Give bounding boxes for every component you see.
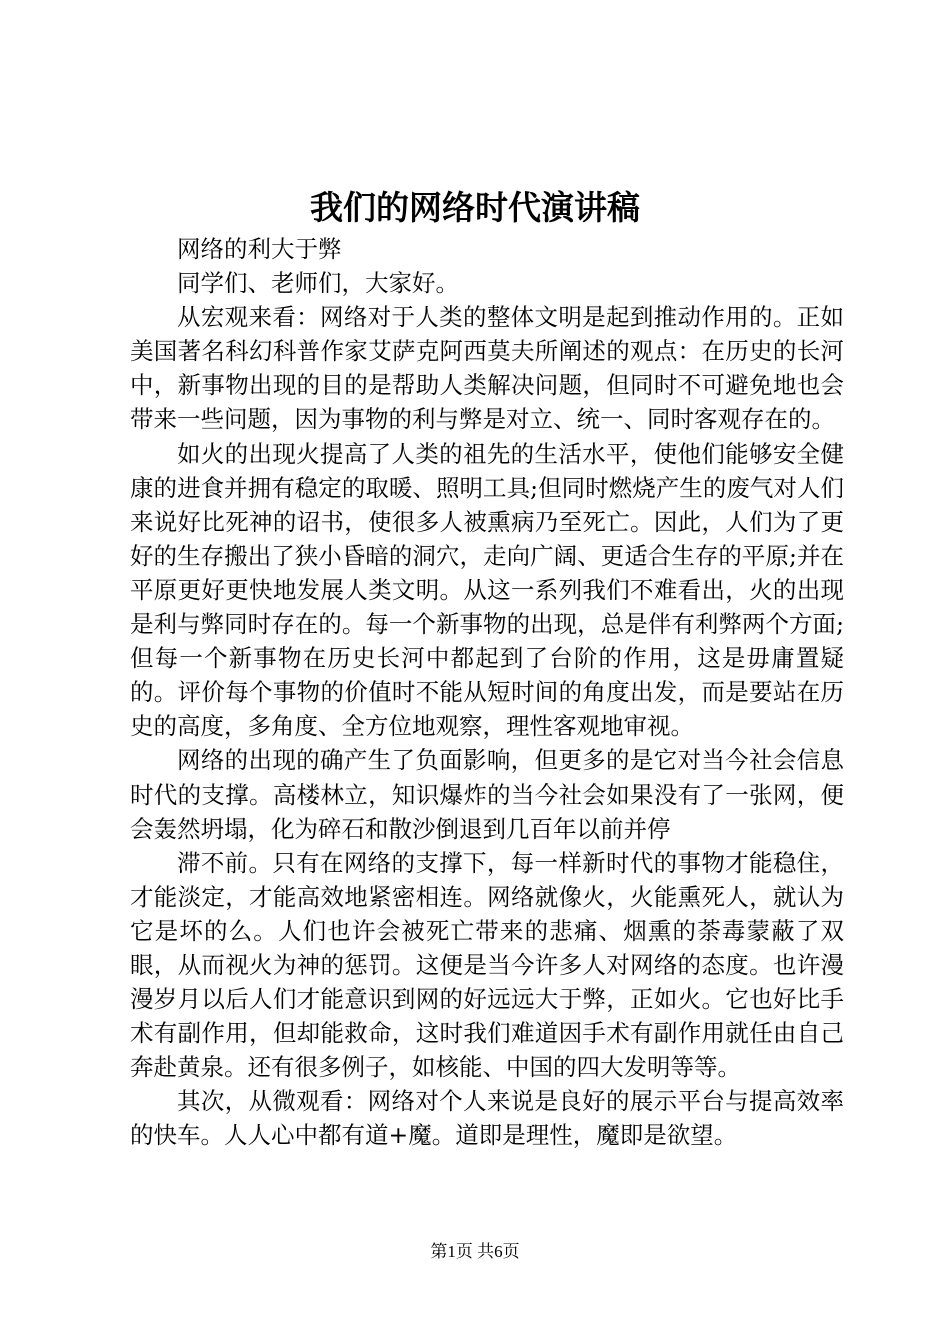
document-title: 我们的网络时代演讲稿 <box>310 188 640 227</box>
paragraph-greeting: 同学们、老师们，大家好。 <box>177 269 459 298</box>
page-footer: 第1页 共6页 <box>430 1242 520 1261</box>
paragraph-micro-view: 其次，从微观看：网络对个人来说是良好的展示平台与提高效率的快车。人人心中都有道+魔。道即是理性，魔即是欲望。 <box>130 1087 844 1150</box>
paragraph-fire-example: 如火的出现火提高了人类的祖先的生活水平，使他们能够安全健康的进食并拥有稳定的取暖、照明工具;但同时燃烧产生的废气对人们来说好比死神的诏书，使很多人被熏病乃至死亡。因此，人们为了更好的生存搬出了狭小昏暗的洞穴，走向广阔、更适合生存的平原;并在平原更好更快地发展人类文明。从这一系列我们不难看出，火的出现是利与弊同时存在的。每一个新事物的出现，总是伴有利弊两个方面;但每一个新事物在历史长河中都起到了台阶的作用，这是毋庸置疑的。评价每个事物的价值时不能从短时间的角度出发，而是要站在历史的高度，多角度、全方位地观察，理性客观地审视。 <box>130 439 844 741</box>
paragraph-network-impact: 网络的出现的确产生了负面影响，但更多的是它对当今社会信息时代的支撑。高楼林立，知识爆炸的当今社会如果没有了一张网，便会轰然坍塌，化为碎石和散沙倒退到几百年以前并停 <box>130 746 844 843</box>
paragraph-macro-view: 从宏观来看：网络对于人类的整体文明是起到推动作用的。正如美国著名科幻科普作家艾萨克阿西莫夫所阐述的观点：在历史的长河中，新事物出现的目的是帮助人类解决问题，但同时不可避免地也会带来一些问题，因为事物的利与弊是对立、统一、同时客观存在的。 <box>130 303 844 434</box>
paragraph-subtitle: 网络的利大于弊 <box>177 235 342 263</box>
paragraph-network-support: 滞不前。只有在网络的支撑下，每一样新时代的事物才能稳住，才能淡定，才能高效地紧密相连。网络就像火，火能熏死人，就认为它是坏的么。人们也许会被死亡带来的悲痛、烟熏的荼毒蒙蔽了双眼，从而视火为神的惩罚。这便是当今许多人对网络的态度。也许漫漫岁月以后人们才能意识到网的好远远大于弊，正如火。它也好比手术有副作用，但却能救命，这时我们难道因手术有副作用就任由自己奔赴黄泉。还有很多例子，如核能、中国的四大发明等等。 <box>130 848 844 1082</box>
document-body <box>130 232 844 1153</box>
